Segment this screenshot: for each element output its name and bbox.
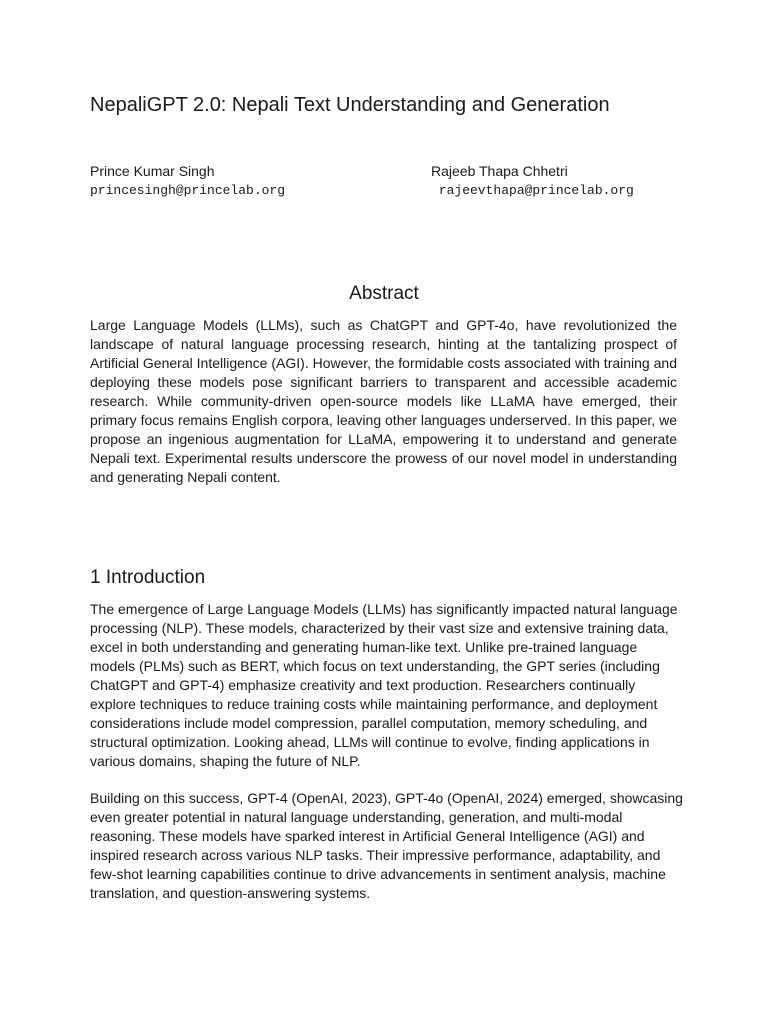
abstract-heading: Abstract xyxy=(349,283,419,304)
author-email: rajeevthapa@princelab.org xyxy=(431,183,634,198)
abstract-text: Large Language Models (LLMs), such as ChatGPT and GPT-4o, have revolutionized the landscape of natural language processing research, hinting at the tantalizing prospect of Artificial General Intelligence (AGI). However, the formidable costs associated with training and deploying these models pose significant barriers to transparent and accessible academic research. While community-driven open-source models like LLaMA have emerged, their primary focus remains English corpora, leaving other languages underserved. In this paper, we propose an ingenious augmentation for LLaMA, empowering it to understand and generate Nepali text. Experimental results underscore the prowess of our novel model in understanding and generating Nepali content. xyxy=(90,317,677,485)
author-name: Prince Kumar Singh xyxy=(90,163,215,179)
author-name: Rajeeb Thapa Chhetri xyxy=(431,163,568,179)
author-block-2 xyxy=(431,162,634,200)
introduction-paragraph: Building on this success, GPT-4 (OpenAI, 2023), GPT-4o (OpenAI, 2024) emerged, showcasing even greater potential in natural language understanding, generation, and multi-modal reasoning. These models have sparked interest in Artificial General Intelligence (AGI) and inspired research across various NLP tasks. Their impressive performance, adaptability, and few-shot learning capabilities continue to drive advancements in sentiment analysis, machine translation, and question-answering systems. xyxy=(90,790,683,901)
paper-title: NepaliGPT 2.0: Nepali Text Understanding and Generation xyxy=(90,94,610,116)
introduction-paragraph: The emergence of Large Language Models (LLMs) has significantly impacted natural language processing (NLP). These models, characterized by their vast size and extensive training data, excel in both understanding and generating human-like text. Unlike pre-trained language models (PLMs) such as BERT, which focus on text understanding, the GPT series (including ChatGPT and GPT-4) emphasize creativity and text production. Researchers continually explore techniques to reduce training costs while maintaining performance, and deployment considerations include model compression, parallel computation, memory scheduling, and structural optimization. Looking ahead, LLMs will continue to evolve, finding applications in various domains, shaping the future of NLP. xyxy=(90,601,678,769)
section-heading-introduction: 1 Introduction xyxy=(90,567,206,588)
author-block-1 xyxy=(90,162,285,200)
author-email: princesingh@princelab.org xyxy=(90,183,286,198)
